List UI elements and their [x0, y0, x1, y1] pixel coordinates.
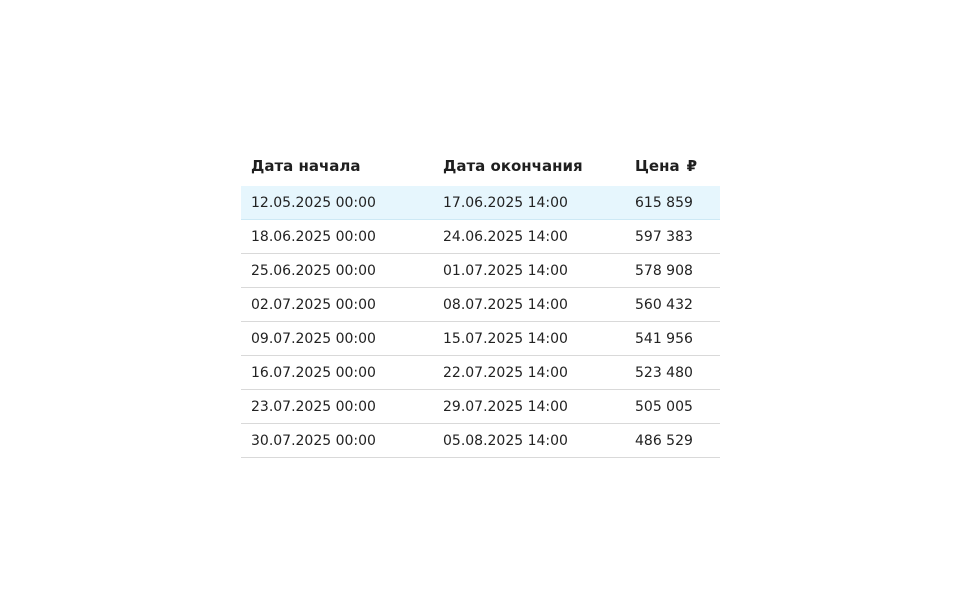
cell-start-date: 12.05.2025 00:00	[241, 186, 433, 220]
cell-start-date: 02.07.2025 00:00	[241, 288, 433, 322]
cell-price: 560 432	[625, 288, 720, 322]
cell-end-date: 17.06.2025 14:00	[433, 186, 625, 220]
cell-start-date: 30.07.2025 00:00	[241, 424, 433, 458]
cell-price: 486 529	[625, 424, 720, 458]
ruble-currency-icon: ₽	[686, 157, 698, 175]
cell-end-date: 08.07.2025 14:00	[433, 288, 625, 322]
cell-start-date: 16.07.2025 00:00	[241, 356, 433, 390]
table-row[interactable]	[241, 288, 720, 322]
cell-start-date: 23.07.2025 00:00	[241, 390, 433, 424]
header-price	[625, 146, 720, 186]
cell-end-date: 24.06.2025 14:00	[433, 220, 625, 254]
cell-start-date: 09.07.2025 00:00	[241, 322, 433, 356]
table-row[interactable]	[241, 322, 720, 356]
header-price-label: Цена	[635, 157, 680, 175]
cell-end-date: 22.07.2025 14:00	[433, 356, 625, 390]
cell-start-date: 25.06.2025 00:00	[241, 254, 433, 288]
header-end-date	[433, 146, 625, 186]
cell-end-date: 01.07.2025 14:00	[433, 254, 625, 288]
cell-price: 578 908	[625, 254, 720, 288]
cell-end-date: 05.08.2025 14:00	[433, 424, 625, 458]
header-end-date-label: Дата окончания	[443, 157, 583, 175]
header-row	[241, 146, 720, 186]
table-row[interactable]	[241, 424, 720, 458]
cell-price: 523 480	[625, 356, 720, 390]
cell-price: 541 956	[625, 322, 720, 356]
cell-price: 505 005	[625, 390, 720, 424]
cell-end-date: 15.07.2025 14:00	[433, 322, 625, 356]
cell-start-date: 18.06.2025 00:00	[241, 220, 433, 254]
table-row[interactable]	[241, 186, 720, 220]
table-row[interactable]	[241, 356, 720, 390]
table-header	[241, 146, 720, 186]
table-row[interactable]	[241, 254, 720, 288]
table-row[interactable]	[241, 390, 720, 424]
price-schedule-table	[241, 146, 720, 458]
cell-price: 615 859	[625, 186, 720, 220]
cell-end-date: 29.07.2025 14:00	[433, 390, 625, 424]
cell-price: 597 383	[625, 220, 720, 254]
table-row[interactable]	[241, 220, 720, 254]
header-start-date-label: Дата начала	[251, 157, 361, 175]
table-body	[241, 186, 720, 458]
header-start-date	[241, 146, 433, 186]
